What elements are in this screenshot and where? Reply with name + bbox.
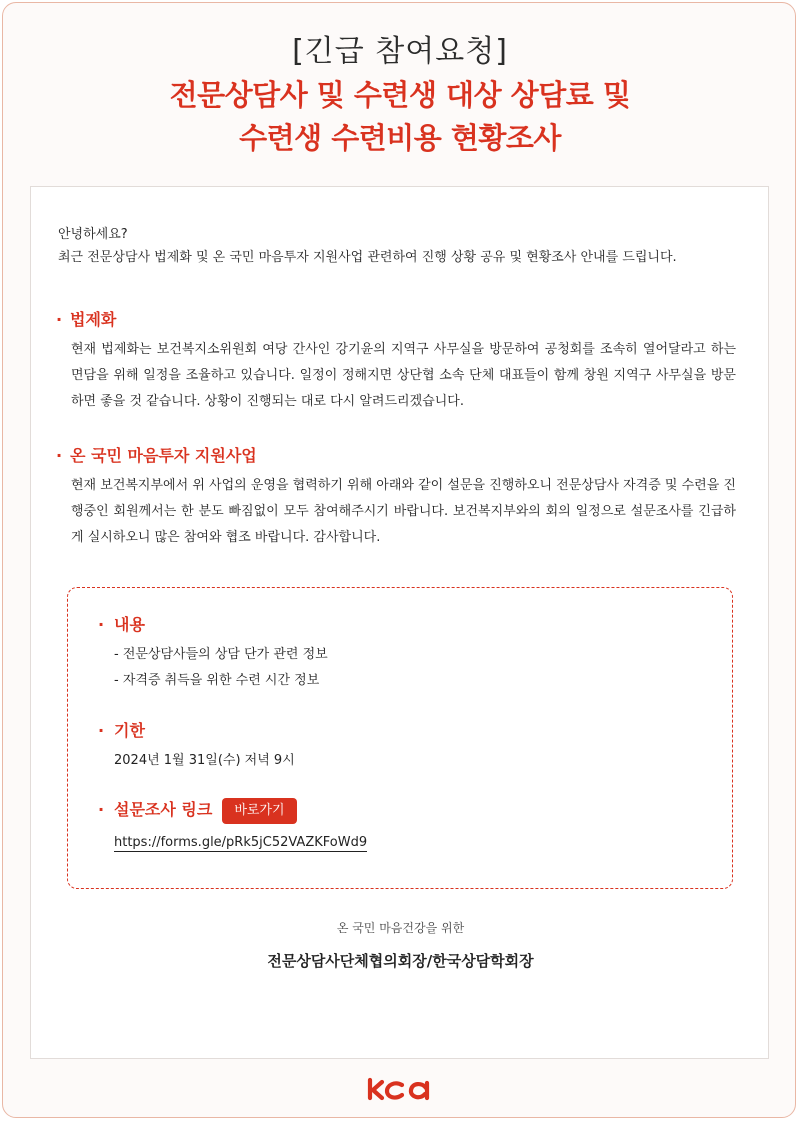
deadline-title: 기한 (114, 721, 145, 740)
content-item: - 전문상담사들의 상담 단가 관련 정보 (114, 647, 328, 662)
greeting: 안녕하세요? (58, 227, 128, 242)
content-item: - 자격증 취득을 위한 수련 시간 정보 (114, 673, 320, 688)
go-button[interactable]: 바로가기 (222, 798, 296, 824)
header (0, 30, 800, 160)
box-content (98, 614, 698, 694)
bullet-icon: · (98, 800, 105, 819)
box-survey (98, 798, 698, 856)
bullet-icon: · (98, 615, 105, 634)
survey-link[interactable]: https://forms.gle/pRk5jC52VAZKFoWd9 (114, 835, 368, 850)
bullet-icon: · (56, 446, 63, 465)
section-body: 현재 보건복지부에서 위 사업의 운영을 협력하기 위해 아래와 같이 설문을 진행하오니 전문상담사 자격증 및 수련을 진행중인 회원께서는 한 분도 빠짐없이 모두 참여해주시기 바랍니다. 보건복지부와의 회의 일정으로 설문조사를 긴급하게 실시하오니 많은 참여와 협조 바랍니다. 감사합니다. (71, 478, 736, 545)
survey-info-box (67, 587, 733, 889)
bullet-icon: · (56, 310, 63, 329)
section-title: 온 국민 마음투자 지원사업 (70, 446, 257, 465)
content-title: 내용 (114, 615, 145, 634)
title-line-2: 수련생 수련비용 현황조사 (239, 121, 561, 155)
intro (58, 223, 748, 269)
section-body: 현재 법제화는 보건복지소위원회 여당 간사인 강기윤의 지역구 사무실을 방문하여 공청회를 조속히 열어달라고 하는 면담을 위해 일정을 조율하고 있습니다. 일정이 정해지면 상단협 소속 단체 대표들이 함께 창원 지역구 사무실을 방문하면 좋을 것 같습니다. 상황이 진행되는 대로 다시 알려드리겠습니다. (71, 342, 736, 409)
bullet-icon: · (98, 721, 105, 740)
content-card (30, 186, 769, 1059)
section-mind-investment (56, 445, 746, 551)
footer-sub: 온 국민 마음건강을 위한 (336, 920, 465, 935)
intro-body: 최근 전문상담사 법제화 및 온 국민 마음투자 지원사업 관련하여 진행 상황 공유 및 현황조사 안내를 드립니다. (58, 250, 677, 265)
survey-title: 설문조사 링크 (114, 800, 213, 819)
deadline-value: 2024년 1월 31일(수) 저녁 9시 (114, 753, 295, 768)
kca-logo (364, 1076, 436, 1102)
box-deadline (98, 720, 698, 774)
footer-main: 전문상담사단체협의회장/한국상담학회장 (267, 951, 534, 970)
section-title: 법제화 (70, 310, 117, 329)
title-line-1: 전문상담사 및 수련생 대상 상담료 및 (169, 78, 631, 112)
pre-title: [긴급 참여요청] (292, 34, 508, 69)
section-legislation (56, 309, 746, 415)
